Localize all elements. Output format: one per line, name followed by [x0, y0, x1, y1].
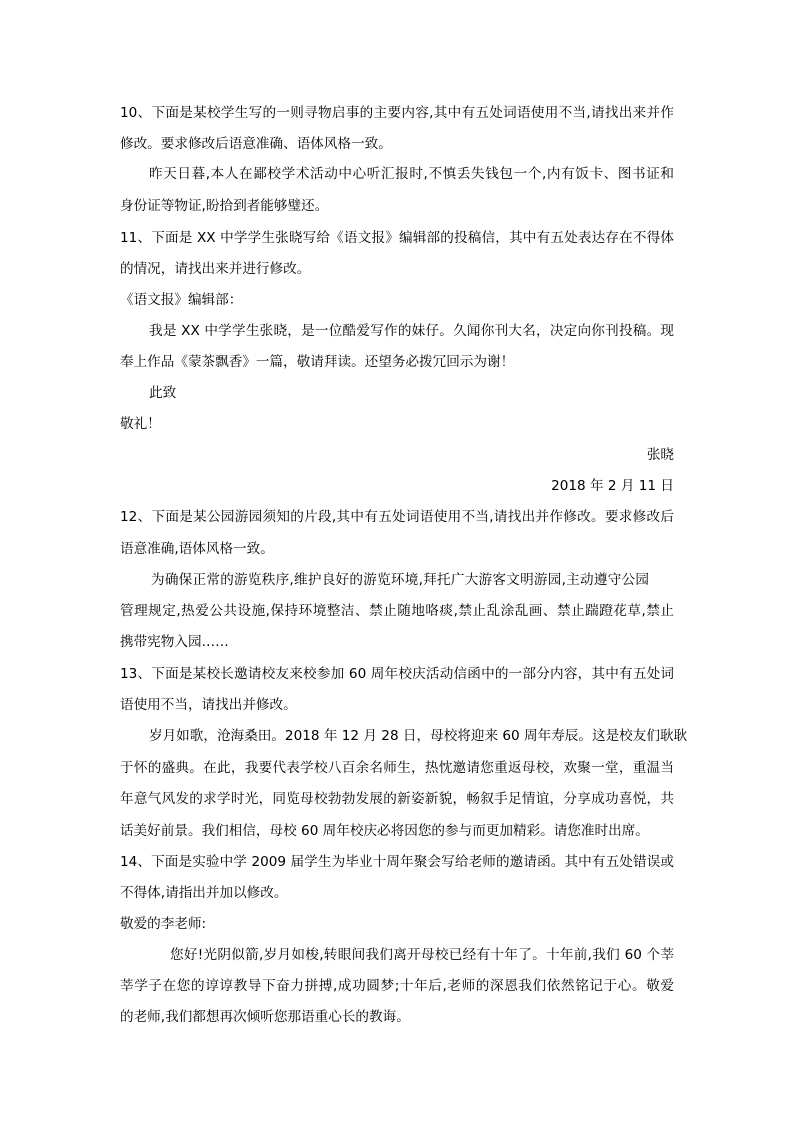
q14-line-5: 莘学子在您的谆谆教导下奋力拼搏,成功圆梦;十年后,老师的深恩我们依然铭记于心。敬爱: [120, 978, 674, 994]
q10-line-4: 身份证等物证,盼拾到者能够璧还。: [120, 198, 329, 214]
q12-line-3: 为确保正常的游览秩序,维护良好的游览环境,拜托广大游客文明游园,主动遵守公园: [151, 572, 649, 588]
q12-line-4: 管理规定,热爱公共设施,保持环境整洁、禁止随地咯痰,禁止乱涂乱画、禁止踹蹬花草,禁止: [120, 603, 674, 619]
q14-line-2: 不得体,请指出并加以修改。: [120, 885, 288, 901]
q14-salutation: 敬爱的李老师:: [120, 916, 207, 932]
q11-closing: 此致: [149, 385, 177, 401]
q12-line-5: 携带宪物入园……: [120, 634, 229, 650]
q14-line-1: 14、下面是实验中学 2009 届学生为毕业十周年聚会写给老师的邀请函。其中有五处错误或: [120, 854, 674, 870]
q11-date: 2018 年 2 月 11 日: [551, 478, 674, 494]
q13-line-4: 于怀的盛典。在此，我要代表学校八百余名师生，热忱邀请您重返母校，欢聚一堂，重温当: [120, 760, 674, 776]
q12-line-2: 语意准确,语体风格一致。: [120, 541, 274, 557]
q13-line-1: 13、下面是某校长邀请校友来校参加 60 周年校庆活动信函中的一部分内容，其中有五处词: [120, 666, 674, 682]
q11-regards: 敬礼！: [120, 416, 161, 432]
q11-line-5: 奉上作品《蒙茶飘香》一篇，敬请拜读。还望务必拨冗回示为谢！: [120, 354, 515, 370]
q13-line-3: 岁月如歌，沧海桑田。2018 年 12 月 28 日，母校将迎来 60 周年寿辰。这是校友们耿耿: [149, 728, 688, 744]
q10-line-3: 昨天日暮,本人在鄙校学术活动中心听汇报时,不慎丢失钱包一个,内有饭卡、图书证和: [149, 166, 674, 182]
q10-line-2: 修改。要求修改后语意准确、语体风格一致。: [120, 136, 392, 152]
q11-salutation: 《语文报》编辑部：: [120, 292, 243, 308]
q13-line-5: 年意气风发的求学时光，同览母校勃勃发展的新姿新貌，畅叙手足情谊，分享成功喜悦，共: [120, 791, 674, 807]
q12-line-1: 12、下面是某公园游园须知的片段,其中有五处词语使用不当,请找出并作修改。要求修改后: [120, 509, 674, 525]
q11-line-4: 我是 XX 中学学生张晓，是一位酷爱写作的妹仔。久闻你刊大名，决定向你刊投稿。现: [149, 323, 674, 339]
q11-signature: 张晓: [646, 447, 674, 463]
q14-line-6: 的老师,我们都想再次倾听您那语重心长的教诲。: [120, 1009, 410, 1025]
q11-line-2: 的情况，请找出来并进行修改。: [120, 261, 311, 277]
q14-line-4: 您好!光阴似箭,岁月如梭,转眼间我们离开母校已经有十年了。十年前,我们 60 个莘: [170, 947, 674, 963]
q13-line-6: 话美好前景。我们相信，母校 60 周年校庆必将因您的参与而更加精彩。请您准时出席。: [120, 823, 649, 839]
q11-line-1: 11、下面是 XX 中学学生张晓写给《语文报》编辑部的投稿信，其中有五处表达存在不得体: [120, 230, 674, 246]
q13-line-2: 语使用不当，请找出并修改。: [120, 697, 297, 713]
q10-line-1: 10、下面是某校学生写的一则寻物启事的主要内容,其中有五处词语使用不当,请找出来并作: [120, 105, 674, 121]
